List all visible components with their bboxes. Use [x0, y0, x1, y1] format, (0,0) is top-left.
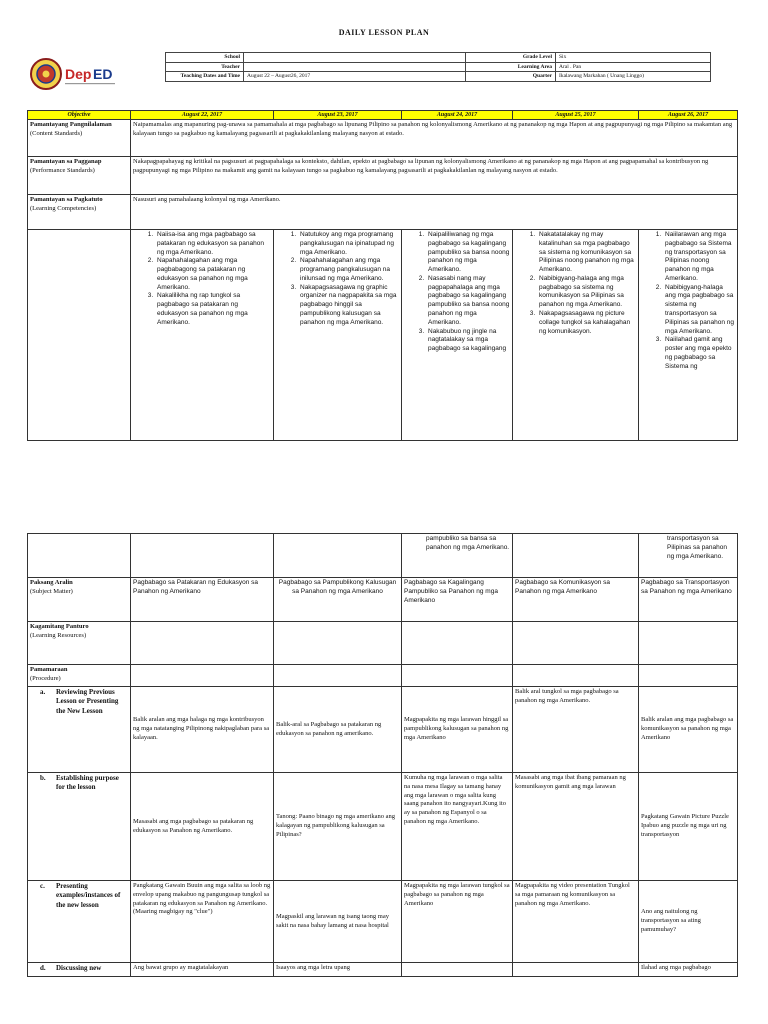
list-item: 1. Natutukoy ang mga programang pangkalusugan na ipinatupad ng mga Amerikano. — [298, 231, 399, 257]
content-standards-text: Naipamamalas ang mapanuring pag-unawa sa pamamahala at mga pagbabago sa lipunang Pilipino sa panahon ng kolonyalismong Amerikano at ng pananakop ng mga Hapon at ang pagpupunyagi ng mga Pilipino sa makamtan ang kalayaan tungo sa pagkabuo ng kamalayang pagsasarili at pagkakakilanlang malayang nasyon at estado. — [131, 120, 738, 157]
step-c-day3: Magpapakita ng mga larawan tungkol sa pagbabago sa panahon ng mga Amerikano — [402, 881, 513, 963]
continuation-cell — [513, 534, 639, 578]
procedure-cell — [131, 665, 274, 687]
procedure-cell — [513, 665, 639, 687]
resources-cell — [639, 622, 738, 665]
step-b-day5: Pagkatang Gawain Picture Puzzle Ipabuo ang puzzle ng mga uri ng transportasyon — [639, 773, 738, 881]
col-header: August 24, 2017 — [402, 111, 513, 120]
step-d-day1: Ang bawat grupo ay magtatalakayan — [131, 963, 274, 977]
deped-logo — [27, 54, 127, 94]
dates-value: August 22 – August26, 2017 — [244, 72, 466, 82]
page-title: DAILY LESSON PLAN — [338, 28, 430, 37]
school-value — [244, 53, 466, 63]
step-a-day4: Balik aral tungkol sa mga pagbabago sa panahon ng mga Amerikano. — [513, 687, 639, 773]
list-item: 3. Naiilahad gamit ang poster ang mga epekto ng pagbabago sa Sistema ng — [663, 336, 735, 371]
resources-label: Kagamitang Panturo (Learning Resources) — [28, 622, 131, 665]
list-item: 3. Nakapagsasagawa ng picture collage tungkol sa kahalagahan ng komunikasyon. — [537, 310, 636, 336]
objectives-day3 — [402, 230, 513, 441]
col-header: Objective — [28, 111, 131, 120]
objectives-empty — [28, 230, 131, 441]
continuation-cell — [28, 534, 131, 578]
competencies-label: Pamantayan sa Pagkatuto (Learning Competencies) — [28, 195, 131, 230]
content-standards-label: Pamantayang Pangnilalaman (Content Standards) — [28, 120, 131, 157]
subject-matter-day5: Pagbabago sa Transportasyon sa Panahon ng mga Amerikano — [639, 578, 738, 622]
step-d-day4 — [513, 963, 639, 977]
step-b-day1: Masasabi ang mga pagbabago sa patakaran ng edukasyon sa Panahon ng Amerikano. — [131, 773, 274, 881]
lesson-table-top — [27, 110, 738, 441]
area-label: Learning Area — [466, 62, 556, 72]
list-item: 1. Naipaliliwanag ng mga pagbabago sa kagalingang pampubliko sa bansa noong panahon ng mga Amerikano. — [426, 231, 510, 275]
objectives-day2 — [274, 230, 402, 441]
subject-matter-day1: Pagbabago sa Patakaran ng Edukasyon sa Panahon ng Amerikano — [131, 578, 274, 622]
step-c-day4: Magpapakita ng video presentation Tungkol sa mga pamaraan ng komunikasyon sa panahon ng mga Amerikano. — [513, 881, 639, 963]
step-c-day1: Pangkatang Gawain Buuin ang mga salita sa loob ng envelop upang makabuo ng pangungusap tungkol sa patakaran ng edukasyon sa Panahon ng Amerikano. (Maaring magbigay ng "clue") — [131, 881, 274, 963]
list-item: 2. Nasasabi nang may pagpapahalaga ang mga pagbabago sa kagalingang pampubliko sa bansa noong panahon ng mga Amerikano. — [426, 275, 510, 328]
list-item: 1. Nakatatalakay ng may katalinuhan sa mga pagbabago sa sistema ng komunikasyon sa Pilipinas noong panahon ng mga Amerikano. — [537, 231, 636, 275]
step-b-day2: Tanong: Paano binago ng mga amerikano ang kalagayan ng pampublikong kalusugan sa Pilipinas? — [274, 773, 402, 881]
lesson-table-bottom — [27, 533, 738, 977]
step-d-day3 — [402, 963, 513, 977]
step-a-day5: Balik aralan ang mga pagbabago sa komunikasyon sa panahon ng mga Amerikano — [639, 687, 738, 773]
resources-cell — [402, 622, 513, 665]
step-c-label: c. Presenting examples/instances of the new lesson — [28, 881, 131, 963]
step-c-day5: Ano ang naitulong ng transportasyon sa ating pamumuhay? — [639, 881, 738, 963]
deped-seal-icon — [27, 54, 127, 94]
col-header: August 23, 2017 — [274, 111, 402, 120]
quarter-label: Quarter — [466, 72, 556, 82]
step-d-day2: Isaayos ang mga letra upang — [274, 963, 402, 977]
step-a-day1: Balik aralan ang mga halaga ng mga kontribusyon ng mga natatanging Pilipinong nakipaglaban para sa kalayaan. — [131, 687, 274, 773]
performance-standards-label: Pamantayan sa Pagganap (Performance Standards) — [28, 157, 131, 195]
svg-text:ED: ED — [93, 66, 113, 82]
continuation-cell: transportasyon sa Pilipinas sa panahon ng mga Amerikano. — [639, 534, 738, 578]
col-header: August 22, 2017 — [131, 111, 274, 120]
teacher-label: Teacher — [166, 62, 244, 72]
step-a-day3: Magpapakita ng mga larawan hinggil sa pampublikong kalusugan sa panahon ng mga Amerikano — [402, 687, 513, 773]
continuation-cell — [274, 534, 402, 578]
resources-cell — [274, 622, 402, 665]
objectives-day5 — [639, 230, 738, 441]
subject-matter-day3: Pagbabago sa Kagalingang Pampubliko sa Panahon ng mga Amerikano — [402, 578, 513, 622]
col-header: August 25, 2017 — [513, 111, 639, 120]
area-value: Aral . Pan — [556, 62, 711, 72]
list-item: 2. Napahahalagahan ang mga programang pangkalusugan na inilunsad ng mga Amerikano. — [298, 257, 399, 283]
list-item: 3. Nakapagsasagawa ng graphic organizer na nagpapakita sa mga pagbabago hinggil sa pampublikong kalusugan sa panahon ng mga Amerikano. — [298, 284, 399, 328]
col-header: August 26, 2017 — [639, 111, 738, 120]
step-d-label: d. Discussing new — [28, 963, 131, 977]
performance-standards-text: Nakapagpapahayag ng kritikal na pagsusuri at pagpapahalaga sa konteksto, dahilan, epekto at pagbabago sa lipunan ng kolonyalismong Amerikano at ng pananakop ng mga Hapon at ang pagpapamahal sa kontribusyon ng pagpupunyagi ng mga Pilipino na makamit ang gamit na kalayaan tungo sa pagkabuo ng kamalayang pagsasarili at pagkakakilanlan ng malayang nasyon at estado. — [131, 157, 738, 195]
step-b-label: b. Establishing purpose for the lesson — [28, 773, 131, 881]
svg-text:Dep: Dep — [65, 66, 92, 82]
procedure-cell — [402, 665, 513, 687]
dates-label: Teaching Dates and Time — [166, 72, 244, 82]
subject-matter-day4: Pagbabago sa Komunikasyon sa Panahon ng mga Amerikano — [513, 578, 639, 622]
objectives-day4 — [513, 230, 639, 441]
list-item: 1. Naiilarawan ang mga pagbabago sa Sistema ng transportasyon sa Pilipinas noong panahon ng mga Amerikano. — [663, 231, 735, 284]
school-label: School — [166, 53, 244, 63]
continuation-cell: pampubliko sa bansa sa panahon ng mga Amerikano. — [402, 534, 513, 578]
procedure-cell — [639, 665, 738, 687]
teacher-value — [244, 62, 466, 72]
procedure-cell — [274, 665, 402, 687]
step-b-day3: Kumuha ng mga larawan o mga salita na nasa mesa Ilagay sa tamang hanay ang mga larawan o mga salita kung saang panahon ito nangyayari.Kung ito ay sa panahon ng Espanyol o sa panahon ng mga Amerikano. — [402, 773, 513, 881]
resources-cell — [131, 622, 274, 665]
list-item: 3. Nakabubuo ng jingle na nagtatalakay sa mga pagbabago sa kagalingang — [426, 328, 510, 354]
header-table — [165, 52, 711, 82]
objectives-day1 — [131, 230, 274, 441]
subject-matter-day2: Pagbabago sa Pampublikong Kalusugan sa Panahon ng mga Amerikano — [274, 578, 402, 622]
step-b-day4: Masasabi ang mga ibat ibang pamaraan ng komunikasyon gamit ang mga larawan — [513, 773, 639, 881]
list-item: 2. Nabibigyang-halaga ang mga pagbabago sa sistema ng transportasyon sa Pilipinas sa panahon ng mga Amerikano. — [663, 284, 735, 337]
grade-value: Six — [556, 53, 711, 63]
step-d-day5: Ilahad ang mga pagbabago — [639, 963, 738, 977]
list-item: 3. Nakalilikha ng rap tungkol sa pagbabago sa patakaran ng edukasyon sa panahon ng mga Amerikano. — [155, 292, 271, 327]
list-item: 1. Naiisa-isa ang mga pagbabago sa patakaran ng edukasyon sa panahon ng mga Amerikano. — [155, 231, 271, 257]
procedure-label: Pamamaraan (Procedure) — [28, 665, 131, 687]
step-c-day2: Magpaskil ang larawan ng isang taong may sakit na nasa bahay lamang at nasa hospital — [274, 881, 402, 963]
continuation-cell — [131, 534, 274, 578]
grade-label: Grade Level — [466, 53, 556, 63]
quarter-value: Ikalawang Markahan ( Unang Linggo) — [556, 72, 711, 82]
subject-matter-label: Paksang Aralin (Subject Matter) — [28, 578, 131, 622]
step-a-day2: Balik-aral sa Pagbabago sa patakaran ng edukasyon sa panahon ng amerikano. — [274, 687, 402, 773]
resources-cell — [513, 622, 639, 665]
competencies-text: Nasusuri ang pamahalaang kolonyal ng mga Amerikano. — [131, 195, 738, 230]
step-a-label: a. Reviewing Previous Lesson or Presenting the New Lesson — [28, 687, 131, 773]
list-item: 2. Napahahalagahan ang mga pagbabagong sa patakaran ng edukasyon sa panahon ng mga Amerikano. — [155, 257, 271, 292]
list-item: 2. Nabibigyang-halaga ang mga pagbabago sa sistema ng komunikasyon sa Pilipinas sa panahon ng mga Amerikano. — [537, 275, 636, 310]
